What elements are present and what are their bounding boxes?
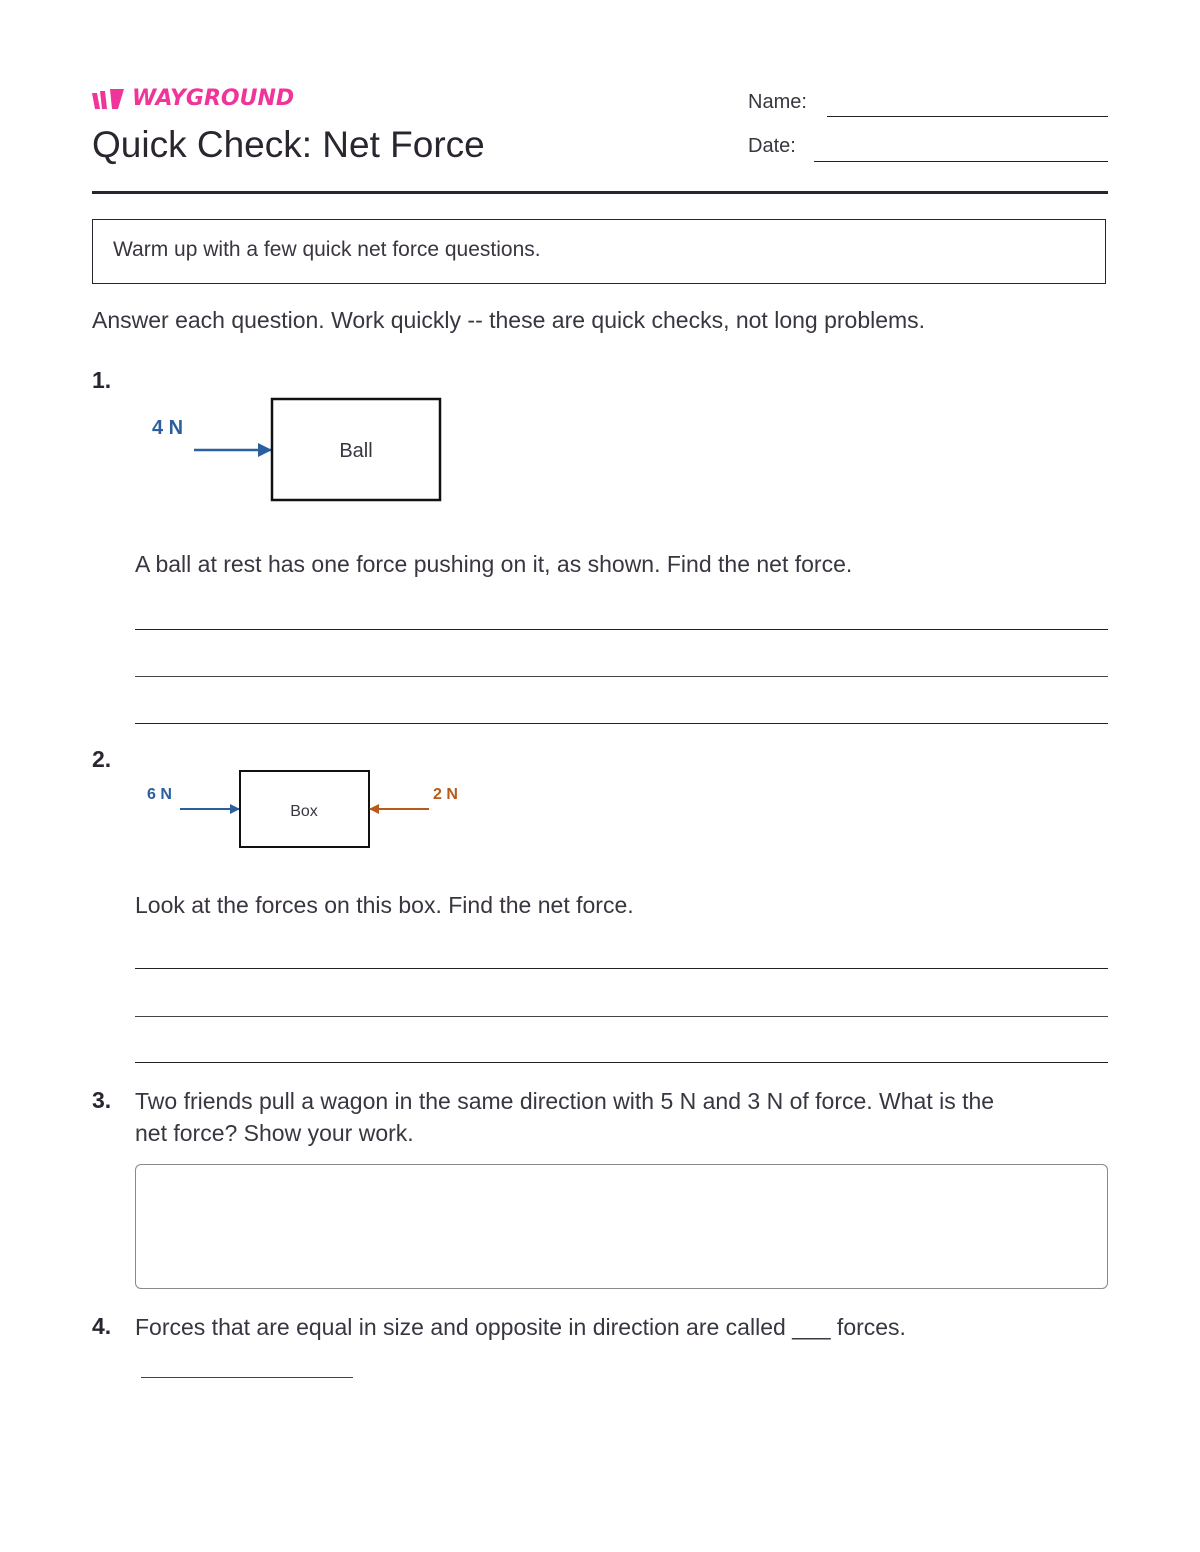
object-label: Box [290, 803, 318, 820]
question-1-text: A ball at rest has one force pushing on it, as shown. Find the net force. [135, 551, 853, 577]
question-4-number: 4. [92, 1313, 112, 1339]
question-1-diagram [140, 390, 460, 510]
question-2-diagram [140, 765, 470, 855]
force-label-left: 6 N [147, 786, 172, 803]
brand-logo [92, 86, 294, 111]
wayground-logo-icon [92, 87, 126, 111]
question-3-text-line-1: Two friends pull a wagon in the same direction with 5 N and 3 N of force. What is the [135, 1088, 995, 1114]
answer-line[interactable] [135, 1062, 1108, 1063]
answer-line[interactable] [135, 629, 1108, 630]
date-field[interactable] [814, 161, 1108, 162]
fill-in-answer-line[interactable] [141, 1377, 353, 1378]
answer-line[interactable] [135, 676, 1108, 677]
instructions: Answer each question. Work quickly -- these are quick checks, not long problems. [92, 307, 926, 333]
object-label: Ball [339, 440, 373, 462]
question-3-number: 3. [92, 1087, 112, 1113]
answer-line[interactable] [135, 1016, 1108, 1017]
answer-line[interactable] [135, 968, 1108, 969]
force-label-right: 2 N [433, 786, 458, 803]
intro-text: Warm up with a few quick net force questions. [113, 238, 541, 261]
force-label-left: 4 N [152, 417, 184, 439]
question-2-number: 2. [92, 746, 112, 772]
question-2-text: Look at the forces on this box. Find the net force. [135, 892, 634, 918]
brand-name: WAYGROUND [132, 86, 295, 111]
question-1-number: 1. [92, 367, 112, 393]
header-divider [92, 191, 1108, 194]
question-4-text: Forces that are equal in size and opposite in direction are called ___ forces. [135, 1314, 906, 1340]
name-field[interactable] [827, 116, 1108, 117]
page-title: Quick Check: Net Force [92, 124, 485, 165]
answer-box[interactable] [135, 1164, 1108, 1289]
name-label: Name: [748, 91, 807, 113]
date-label: Date: [748, 135, 796, 157]
answer-line[interactable] [135, 723, 1108, 724]
question-3-text-line-2: net force? Show your work. [135, 1120, 414, 1146]
